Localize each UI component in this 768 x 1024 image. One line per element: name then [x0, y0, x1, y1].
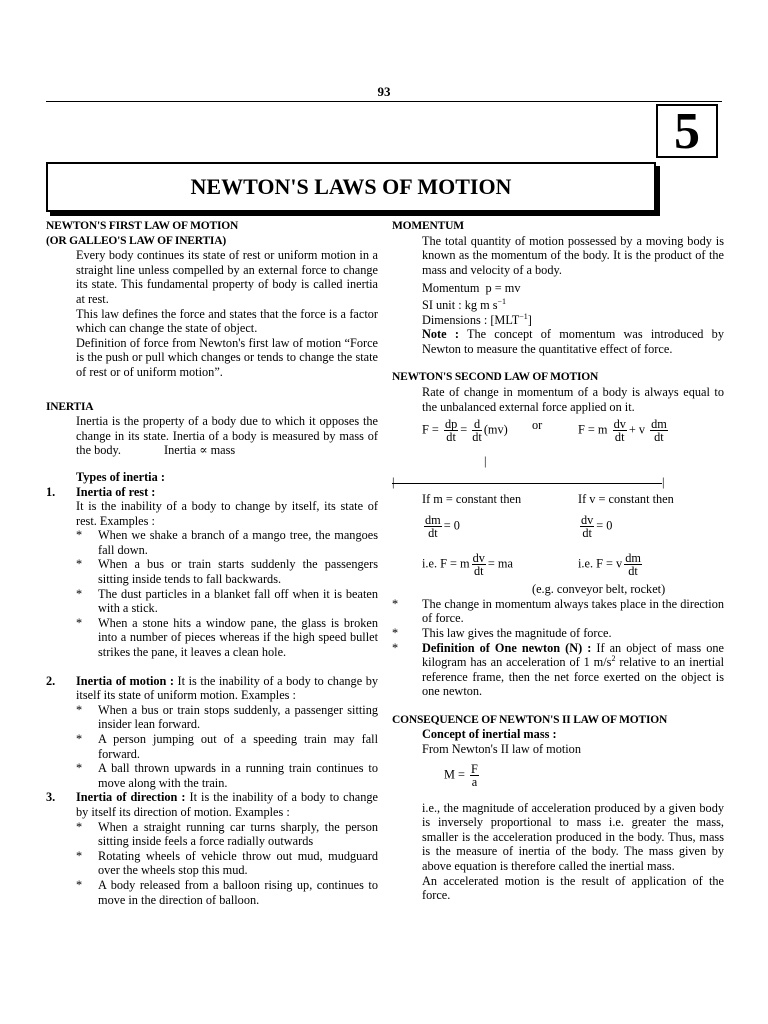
list-item: * When a straight running car turns sharply, the person sitting inside feels a force radially outwards [76, 819, 378, 849]
consequence-paragraph: i.e., the magnitude of acceleration produced by a given body is inversely proportional to mass i.e. greater the mass, smaller is the acceleration produced in the body. Thus, mass is the measure of inertia of the body. The mass given by above equation is therefore called the inertial mass. [422, 800, 724, 874]
inertia-type-direction: 3. Inertia of direction : It is the inability of a body to change by itself its direction of motion. Examples : * When a straight running car turns sharply, the person sitting inside feels a force radially outwards * Rotating wheels of vehicle throw out mud, mudguard over the wheels stop this mud. * A body released from a balloon rising up, continues to move in the direction of balloon. [46, 790, 378, 907]
types-heading: Types of inertia : [76, 469, 165, 484]
type-title: Inertia of rest : [76, 484, 156, 499]
type-text: It is the inability of a body to change by itself its direction of motion. Examples : [76, 790, 378, 819]
list-item: * When a bus or train starts suddenly the passengers sitting inside tends to fall backwards. [76, 557, 378, 587]
right-column: MOMENTUM The total quantity of motion possessed by a moving body is known as the momentum of the body. It is the product of the mass and velocity of a body. Momentum p = mv SI unit : kg m $s^{-1}$ Dimensions : $[MLT^{-1}]$ Note : The concept of momentum was introduced by Newton to measure the quantitative effect of force. NEWTON'S SECOND LAW OF MOTION Rate of change in momentum of a body is always equal to the unbalanced external force applied on it. F = $\frac{dp}{dt}$ = $\frac{d}{dt}$ (mv) or F = m $\frac{dv}{dt}$ + v $\frac{dm}{dt}$ | | | If m = constant then If v = constant then $\frac{dm}{dt}$ = 0 $\frac{dv}{dt}$ = 0 i.e. F = m $\frac{dv}{dt}$ = ma i.e. F = v $\frac{dm}{dt}$ (e.g. conveyor belt, rocket) * The change in momentum always takes place in the direction of force. * This law gives the magnitude of force. * Definition of One newton (N) : If an object of mass one kilogram has an acceleration of 1 $m/s^2$ relative to an inertial reference frame, then the net force exerted on the object is one newton. CONSEQUENCE OF NEWTON'S II LAW OF MOTION Concept of inertial mass : From Newton's II law of motion M = $\frac{F}{a}$ i.e., the magnitude of acceleration produced by a given body is inversely proportional to mass i.e. greater the mass, smaller is the acceleration produced in the body. Thus, mass is the measure of inertia of the body. The mass given by above equation is therefore called the inertial mass. An accelerated motion is the result of application of the force. [392, 220, 724, 903]
list-item: * When a bus or train stops suddenly, a passenger sitting insider lean forward. [76, 702, 378, 732]
list-item: * The change in momentum always takes place in the direction of force. [392, 596, 724, 626]
list-item: * The dust particles in a blanket fall off when it is beaten with a stick. [76, 586, 378, 616]
consequence-paragraph: An accelerated motion is the result of application of the force. [422, 873, 724, 903]
derivative-zero-row: $\frac{dm}{dt}$ = 0 $\frac{dv}{dt}$ = 0 [425, 513, 613, 541]
second-law-equation: F = $\frac{dp}{dt}$ = $\frac{d}{dt}$ (mv) or F = m $\frac{dv}{dt}$ + v $\frac{dm}{dt}$ [422, 417, 667, 445]
momentum-formula: Momentum p = mv [422, 281, 521, 296]
divider: | | [392, 475, 665, 490]
result-row: i.e. F = m $\frac{dv}{dt}$ = ma i.e. F = v $\frac{dm}{dt}$ [422, 551, 641, 579]
inertia-paragraph: Inertia is the property of a body due to which it opposes the change in its state. Inertia of a body is measured by mass of the body. Inertia ∝ mass [76, 414, 378, 458]
left-column [46, 219, 378, 907]
list-item: * This law gives the magnitude of force. [392, 625, 612, 640]
dimensions: Dimensions : $[MLT^{-1}]$ [422, 311, 532, 327]
list-item: * A person jumping out of a speeding train may fall forward. [76, 732, 378, 761]
inertia-type-rest: 1. Inertia of rest : It is the inability of a body to change by itself, its state of rest. Examples : * When we shake a branch of a mango tree, the mangoes fall down. * When a bus or train starts suddenly the passengers sitting inside tends to fall backwards. * The dust particles in a blanket fall off when it is beaten with a stick. * When a stone hits a window pane, the glass is broken into a number of pieces whereas if the high speed bullet strikes the pane, it leaves a clean hole. [46, 484, 378, 660]
page-number: 93 [377, 84, 391, 99]
first-law-heading: NEWTON'S FIRST LAW OF MOTION [46, 220, 239, 232]
inertia-heading: INERTIA [46, 400, 94, 413]
momentum-paragraph: The total quantity of motion possessed by a moving body is known as the momentum of the body. It is the product of the mass and velocity of a body. [422, 233, 724, 277]
consequence-intro: From Newton's II law of motion [422, 742, 581, 757]
example-note: (e.g. conveyor belt, rocket) [532, 582, 666, 597]
chapter-title: NEWTON'S LAWS OF MOTION [46, 162, 656, 212]
consequence-heading: CONSEQUENCE OF NEWTON'S II LAW OF MOTION [392, 713, 668, 726]
type-title: Inertia of motion : [76, 673, 175, 688]
inertial-mass-formula: M = $\frac{F}{a}$ [444, 761, 478, 789]
inertia-type-motion: 2. Inertia of motion : It is the inability of a body to change by itself its state of uniform motion. Examples : * When a bus or train stops suddenly, a passenger sitting insider lean forward. * A person jumping out of a speeding train may fall forward. * A ball thrown upwards in a running train continues to move along with the train. [46, 673, 378, 790]
list-item: * When we shake a branch of a mango tree, the mangoes fall down. [76, 528, 378, 557]
list-item: * A ball thrown upwards in a running train continues to move along with the train. [76, 761, 378, 790]
first-law-paragraph: Every body continues its state of rest or uniform motion in a straight line unless compelled by an external force to change its state. This fundamental property of body is called inertia at rest. [76, 248, 378, 306]
type-title: Inertia of direction : [76, 790, 186, 805]
chapter-number: 5 [656, 104, 718, 158]
momentum-heading: MOMENTUM [392, 220, 464, 232]
header-rule [46, 101, 722, 102]
inertia-relation: Inertia ∝ mass [164, 443, 236, 458]
first-law-subheading: (OR GALLEO'S LAW OF INERTIA) [46, 234, 226, 247]
inertial-mass-heading: Concept of inertial mass : [422, 727, 557, 742]
conditions-row: If m = constant then If v = constant then [422, 492, 674, 507]
type-text: It is the inability of a body to change by itself, its state of rest. Examples : [76, 499, 378, 528]
list-item: * When a stone hits a window pane, the glass is broken into a number of pieces whereas if the high speed bullet strikes the pane, it leaves a clean hole. [76, 615, 378, 660]
list-item: * Definition of One newton (N) : If an object of mass one kilogram has an acceleration of 1 $m/s^2$ relative to an inertial reference frame, then the net force exerted on the object is one newton. [392, 640, 724, 699]
first-law-paragraph: Definition of force from Newton's first law of motion “Force is the push or pull which changes or tends to change the state of rest or of uniform motion”. [76, 335, 378, 379]
list-item: * Rotating wheels of vehicle throw out mud, mudguard over the wheels stop this mud. [76, 848, 378, 878]
second-law-paragraph: Rate of change in momentum of a body is always equal to the unbalanced external force applied on it. [422, 384, 724, 414]
type-text: It is the inability of a body to change by itself its state of uniform motion. Examples : [76, 673, 378, 703]
momentum-note: Note : The concept of momentum was introduced by Newton to measure the quantitative effect of force. [422, 327, 724, 356]
first-law-paragraph: This law defines the force and states that the force is a factor which can change the state of object. [76, 306, 378, 336]
list-item: * A body released from a balloon rising up, continues to move in the direction of balloon. [76, 877, 378, 907]
second-law-heading: NEWTON'S SECOND LAW OF MOTION [392, 371, 599, 384]
si-unit: SI unit : kg m $s^{-1}$ [422, 296, 507, 312]
